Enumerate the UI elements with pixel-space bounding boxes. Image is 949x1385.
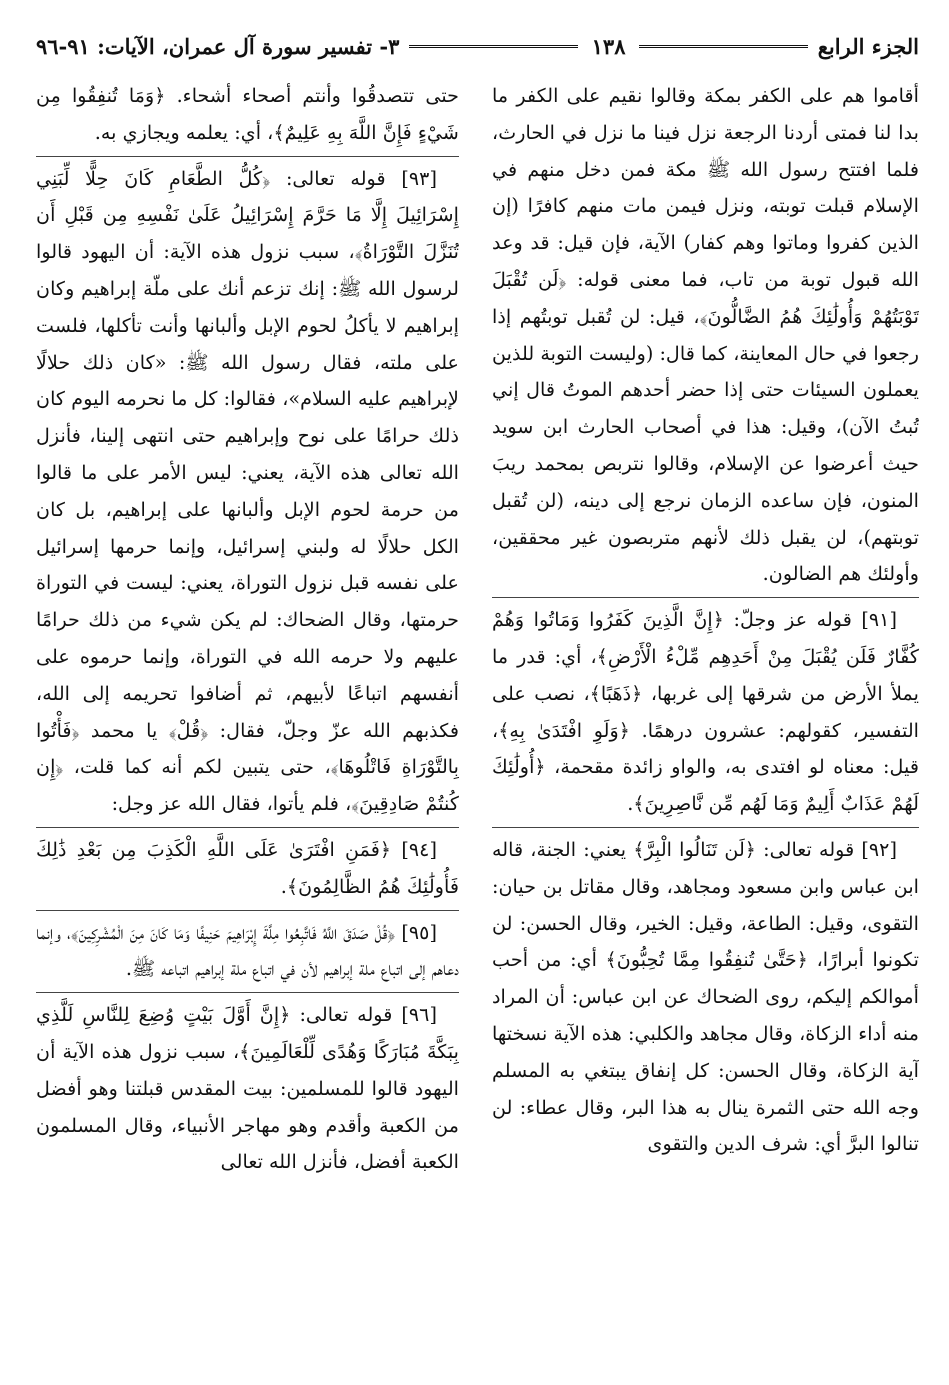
left-column — [36, 78, 459, 1361]
page-header — [36, 26, 919, 66]
paragraph-verse-96: [٩٦] قوله تعالى: ﴿إِنَّ أَوَّلَ بَيْتٍ وُضِعَ لِلنَّاسِ لَلَّذِي بِبَكَّةَ مُبَارَكًا وَهُدًى لِّلْعَالَمِينَ﴾، سبب نزول هذه الآية أن اليهود قالوا للمسلمين: بيت المقدس قبلتنا وهو أفضل من الكعبة وأقدم وهو مهاجر الأنبياء، وقال المسلمون الكعبة أفضل، فأنزل الله تعالى — [36, 992, 459, 1181]
paragraph: حتى تتصدقُوا وأنتم أصحاء أشحاء. ﴿وَمَا تُنفِقُوا مِن شَيْءٍ فَإِنَّ اللَّهَ بِهِ عَلِيمٌ﴾، أي: يعلمه ويجازي به. — [36, 84, 459, 144]
paragraph-verse-94: [٩٤] ﴿فَمَنِ افْتَرَىٰ عَلَى اللَّهِ الْكَذِبَ مِن بَعْدِ ذَٰلِكَ فَأُولَٰئِكَ هُمُ الظَّالِمُونَ﴾. — [36, 827, 459, 906]
right-column — [492, 78, 919, 1361]
paragraph-verse-95: [٩٥] ﴿قُلْ صَدَقَ اللَّهُ فَاتَّبِعُوا مِلَّةَ إِبْرَاهِيمَ حَنِيفًا وَمَا كَانَ مِنَ الْمُشْرِكِينَ﴾، وإنما دعاهم إلى اتباع ملة إبراهيم لأن في اتباع ملة إبراهيم اتباعه ﷺ. — [36, 910, 459, 989]
paragraph-verse-92: [٩٢] قوله تعالى: ﴿لَن تَنَالُوا الْبِرَّ﴾ يعني: الجنة، قاله ابن عباس وابن مسعود ومجاهد، وقال مقاتل بن حيان: التقوى، وقيل: الطاعة، وقيل: الخير، وقال الحسن: لن تكونوا أبرارًا، ﴿حَتَّىٰ تُنفِقُوا مِمَّا تُحِبُّونَ﴾ أي: من أحب أموالكم إليكم، روى الضحاك عن ابن عباس: أن المراد منه أداء الزكاة، وقال مجاهد والكلبي: هذه الآية نسختها آية الزكاة، وقال الحسن: كل إنفاق يبتغي به المسلم وجه الله حتى الثمرة ينال به هذا البر، وقال عطاء: لن تنالوا البرَّ أي: شرف الدين والتقوى — [492, 827, 919, 1163]
part-label: الجزء الرابع — [817, 33, 919, 59]
page-number: ١٣٨ — [591, 33, 626, 59]
paragraph: أقاموا هم على الكفر بمكة وقالوا نقيم على الكفر ما بدا لنا فمتى أردنا الرجعة نزل فينا ما نزل في الحارث، فلما افتتح رسول الله ﷺ مكة فمن دخل منهم في الإسلام قبلت توبته، ونزل فيمن مات منهم كافرًا (إن الذين كفروا وماتوا وهم كفار) الآية، فإن قيل: قد وعد الله قبول توبة من تاب، فما معنى قوله: ﴿لَن تُقْبَلَ تَوْبَتُهُمْ وَأُولَٰئِكَ هُمُ الضَّالُّونَ﴾، قيل: لن تُقبل توبتُهم إذا رجعوا في حال المعاينة، كما قال: (وليست التوبة للذين يعملون السيئات حتى إذا حضر أحدهم الموتُ قال إني تُبتُ الآن)، وقيل: هذا في أصحاب الحارث ابن سويد حيث أعرضوا عن الإسلام، وقالوا نتربص بمحمد ريبَ المنون، فإن ساعده الزمان نرجع إلى دينه، (لن تُقبل توبتهم)، لن يقبل ذلك لأنهم متربصون غير محققين، وأولئك هم الضالون. — [492, 84, 919, 586]
header-rule-left — [409, 45, 577, 48]
header-rule-right — [639, 45, 807, 48]
section-title: ٣- تفسير سورة آل عمران، الآيات: ٩١-٩٦ — [35, 33, 400, 59]
paragraph-verse-91: [٩١] قوله عز وجلّ: ﴿إِنَّ الَّذِينَ كَفَرُوا وَمَاتُوا وَهُمْ كُفَّارٌ فَلَن يُقْبَلَ مِنْ أَحَدِهِم مِّلْءُ الْأَرْضِ﴾، أي: قدر ما يملأ الأرض من شرقها إلى غربها، ﴿ذَهَبًا﴾، نصب على التفسير، كقولهم: عشرون درهمًا. ﴿وَلَوِ افْتَدَىٰ بِهِ﴾، قيل: معناه لو افتدى به، والواو زائدة مقحمة، ﴿أُولَٰئِكَ لَهُمْ عَذَابٌ أَلِيمٌ وَمَا لَهُم مِّن نَّاصِرِينَ﴾. — [492, 597, 919, 823]
paragraph-verse-93: [٩٣] قوله تعالى: ﴿كُلُّ الطَّعَامِ كَانَ حِلًّا لِّبَنِي إِسْرَائِيلَ إِلَّا مَا حَرَّمَ إِسْرَائِيلُ عَلَىٰ نَفْسِهِ مِن قَبْلِ أَن تُنَزَّلَ التَّوْرَاةُ﴾، سبب نزول هذه الآية: أن اليهود قالوا لرسول الله ﷺ: إنك تزعم أنك على ملّة إبراهيم وكان إبراهيم لا يأكلُ لحوم الإبل وألبانها وأنت تأكلها، فلست على ملته، فقال رسول الله ﷺ: «كان ذلك حلالًا لإبراهيم عليه السلام»، فقالوا: كل ما نحرمه اليوم كان ذلك حرامًا على نوح وإبراهيم حتى انتهى إلينا، فأنزل الله تعالى هذه الآية، يعني: ليس الأمر على ما قالوا من حرمة لحوم الإبل وألبانها على إبراهيم، بل كان الكل حلالًا له ولبني إسرائيل، وإنما حرمها إسرائيل على نفسه قبل نزول التوراة، يعني: ليست في التوراة حرمتها، وقال الضحاك: لم يكن شيء من ذلك حرامًا عليهم ولا حرمه الله في التوراة، وإنما حرموه على أنفسهم اتباعًا لأبيهم، ثم أضافوا تحريمه إلى الله، فكذبهم الله عزّ وجلّ، فقال: ﴿قُلْ﴾ يا محمد ﴿فَأْتُوا بِالتَّوْرَاةِ فَاتْلُوهَا﴾، حتى يتبين لكم أنه كما قلت، ﴿إِن كُنتُمْ صَادِقِينَ﴾، فلم يأتوا، فقال الله عز وجل: — [36, 156, 459, 823]
